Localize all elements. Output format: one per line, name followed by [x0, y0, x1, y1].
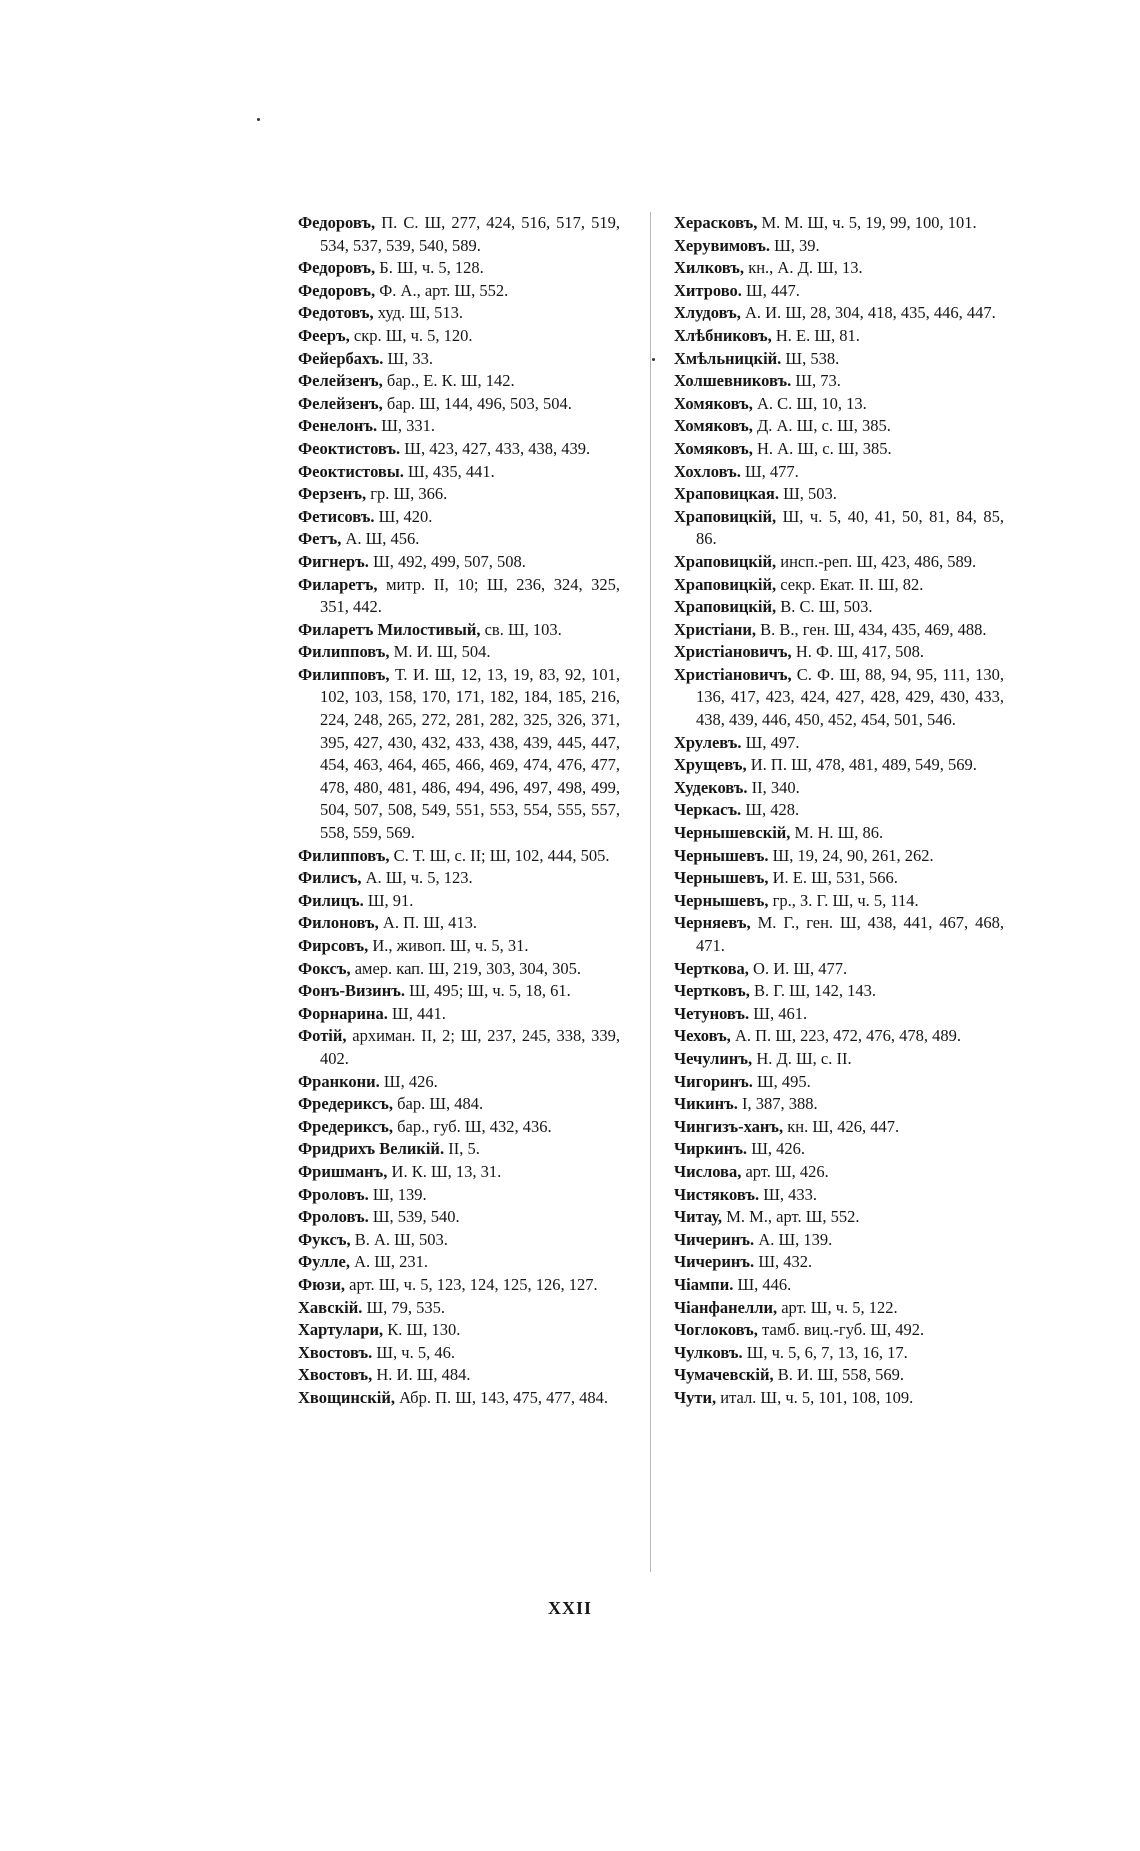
index-entry [674, 483, 1004, 506]
entry-references: Ш, 420. [378, 506, 433, 526]
entry-references: бар., Е. К. Ш, 142. [386, 371, 515, 391]
entry-heading: Храповицкая. [674, 484, 779, 504]
entry-references: М. М., арт. Ш, 552. [726, 1207, 860, 1227]
entry-references: А. Ш, 231. [354, 1252, 429, 1272]
index-entry [674, 1319, 1004, 1342]
entry-heading: Холшевниковъ. [674, 371, 792, 391]
index-entry [674, 1297, 1004, 1320]
entry-heading: Хомяковъ, [674, 438, 753, 458]
index-entry [674, 980, 1004, 1003]
entry-references: арт. Ш, 426. [745, 1161, 829, 1181]
index-entry [674, 235, 1004, 258]
entry-references: А. Ш, ч. 5, 123. [365, 868, 473, 888]
entry-heading: Чертковъ, [674, 981, 750, 1001]
entry-heading: Чеховъ, [674, 1026, 731, 1046]
index-entry [298, 619, 620, 642]
entry-heading: Христіановичъ, [674, 664, 792, 684]
entry-references: амер. кап. Ш, 219, 303, 304, 305. [354, 958, 582, 978]
index-entry [298, 1387, 620, 1410]
entry-references: Ф. А., арт. Ш, 552. [379, 280, 509, 300]
entry-heading: Чечулинъ, [674, 1048, 753, 1068]
entry-references: А. И. Ш, 28, 304, 418, 435, 446, 447. [744, 303, 996, 323]
index-entry [298, 867, 620, 890]
index-entry [298, 1206, 620, 1229]
entry-heading: Хвостовъ. [298, 1342, 373, 1362]
entry-heading: Хмѣльницкій. [674, 348, 782, 368]
entry-references: А. П. Ш, 223, 472, 476, 478, 489. [734, 1026, 962, 1046]
entry-references: Ш, 79, 535. [366, 1297, 445, 1317]
index-entry [298, 461, 620, 484]
entry-heading: Филипповъ, [298, 664, 390, 684]
entry-references: И. Е. Ш, 531, 566. [772, 868, 898, 888]
index-entry [674, 1387, 1004, 1410]
entry-heading: Хомяковъ, [674, 416, 753, 436]
entry-references: I, 387, 388. [742, 1094, 818, 1114]
index-entry [674, 1048, 1004, 1071]
index-entry [674, 1025, 1004, 1048]
index-entry [298, 551, 620, 574]
index-entry [674, 1206, 1004, 1229]
index-entry [298, 912, 620, 935]
index-entry [298, 958, 620, 981]
entry-heading: Филицъ. [298, 890, 364, 910]
entry-heading: Феоктистовы. [298, 461, 404, 481]
entry-heading: Чиркинъ. [674, 1139, 748, 1159]
index-entry [298, 280, 620, 303]
entry-references: секр. Екат. II. Ш, 82. [780, 574, 924, 594]
entry-references: В. И. Ш, 558, 569. [777, 1365, 904, 1385]
entry-heading: Фроловъ. [298, 1184, 369, 1204]
entry-heading: Христіановичъ, [674, 642, 792, 662]
entry-references: И. К. Ш, 13, 31. [391, 1161, 502, 1181]
index-entry [674, 212, 1004, 235]
entry-heading: Хрущевъ, [674, 755, 747, 775]
index-entry [674, 732, 1004, 755]
entry-references: гр. Ш, 366. [370, 484, 448, 504]
index-entry [674, 1364, 1004, 1387]
entry-heading: Храповицкій, [674, 574, 777, 594]
index-entry [298, 1161, 620, 1184]
entry-heading: Фроловъ. [298, 1207, 369, 1227]
entry-references: А. С. Ш, 10, 13. [757, 393, 867, 413]
entry-heading: Хартулари, [298, 1320, 384, 1340]
entry-heading: Храповицкій, [674, 506, 777, 526]
entry-heading: Филаретъ, [298, 574, 378, 594]
entry-references: Ш, 139. [372, 1184, 427, 1204]
entry-heading: Фредериксъ, [298, 1094, 393, 1114]
entry-references: Ш, 428. [745, 800, 800, 820]
entry-heading: Чіанфанелли, [674, 1297, 778, 1317]
entry-references: Ш, ч. 5, 6, 7, 13, 16, 17. [746, 1342, 908, 1362]
index-entry [674, 867, 1004, 890]
entry-heading: Федоровъ, [298, 213, 376, 232]
entry-heading: Чернышевъ. [674, 845, 769, 865]
entry-references: В. С. Ш, 503. [780, 597, 873, 617]
entry-heading: Чоглоковъ, [674, 1320, 758, 1340]
entry-references: М. Г., ген. Ш, 438, 441, 467, 468, 471. [696, 913, 1005, 955]
entry-references: Ш, 441. [392, 1003, 446, 1023]
entry-heading: Фирсовъ, [298, 936, 369, 955]
index-entry [674, 664, 1004, 732]
entry-references: бар. Ш, 484. [397, 1094, 484, 1114]
entry-heading: Херасковъ, [674, 213, 758, 232]
entry-references: Ш, 33. [387, 348, 434, 368]
index-entry [298, 348, 620, 371]
entry-references: инсп.-реп. Ш, 423, 486, 589. [780, 551, 977, 571]
index-entry [674, 551, 1004, 574]
entry-heading: Числова, [674, 1161, 742, 1181]
entry-heading: Фюзи, [298, 1274, 346, 1294]
entry-references: Н. И. Ш, 484. [376, 1365, 471, 1385]
entry-heading: Филипповъ, [298, 642, 390, 662]
index-entry [298, 1003, 620, 1026]
index-entry [674, 257, 1004, 280]
entry-references: М. М. Ш, ч. 5, 19, 99, 100, 101. [761, 213, 977, 232]
index-entry [298, 1116, 620, 1139]
index-entry [674, 890, 1004, 913]
entry-heading: Черткова, [674, 958, 749, 978]
entry-references: А. Ш, 456. [345, 529, 420, 549]
index-entry [298, 935, 620, 958]
entry-heading: Чингизъ-ханъ, [674, 1116, 784, 1136]
entry-references: П. С. Ш, 277, 424, 516, 517, 519, 534, 537, 539, 540, 589. [320, 213, 620, 255]
index-entry [674, 1116, 1004, 1139]
index-entry [298, 212, 620, 257]
entry-references: Ш, 446. [737, 1274, 792, 1294]
entry-heading: Хомяковъ, [674, 393, 753, 413]
entry-heading: Хрулевъ. [674, 732, 742, 752]
entry-heading: Ферзенъ, [298, 484, 367, 504]
entry-references: Ш, 538. [785, 348, 840, 368]
entry-heading: Чистяковъ. [674, 1184, 760, 1204]
entry-heading: Фулле, [298, 1252, 350, 1272]
entry-references: Н. А. Ш, с. Ш, 385. [757, 438, 892, 458]
index-entry [298, 325, 620, 348]
entry-heading: Фееръ, [298, 325, 350, 345]
entry-references: Ш, 497. [745, 732, 800, 752]
entry-references: Ш, 447. [746, 280, 800, 300]
index-entry [298, 1319, 620, 1342]
index-entry [674, 822, 1004, 845]
entry-references: С. Т. Ш, с. II; Ш, 102, 444, 505. [393, 845, 610, 865]
index-entry [674, 1093, 1004, 1116]
index-entry [298, 1025, 620, 1070]
index-entry [674, 799, 1004, 822]
entry-references: Ш, 435, 441. [407, 461, 495, 481]
entry-references: Ш, 492, 499, 507, 508. [373, 551, 526, 571]
entry-references: Б. Ш, ч. 5, 128. [379, 258, 484, 278]
index-entry [298, 574, 620, 619]
entry-references: архиман. II, 2; Ш, 237, 245, 338, 339, 402. [320, 1026, 620, 1068]
index-entry [674, 1342, 1004, 1365]
index-entry [674, 370, 1004, 393]
entry-references: Н. Д. Ш, с. II. [756, 1048, 852, 1068]
entry-heading: Фредериксъ, [298, 1116, 393, 1136]
entry-references: арт. Ш, ч. 5, 122. [781, 1297, 898, 1317]
index-entry [674, 506, 1004, 551]
index-entry [298, 1138, 620, 1161]
entry-references: Ш, 461. [753, 1003, 808, 1023]
entry-heading: Чигоринъ. [674, 1071, 753, 1091]
index-entry [298, 641, 620, 664]
entry-heading: Хавскій. [298, 1297, 363, 1317]
index-entry [674, 574, 1004, 597]
index-entry [674, 325, 1004, 348]
entry-heading: Хилковъ, [674, 258, 745, 278]
index-entry [298, 438, 620, 461]
entry-heading: Фришманъ, [298, 1161, 388, 1181]
entry-references: Ш, 73. [795, 371, 841, 391]
index-entry [298, 1251, 620, 1274]
entry-heading: Фуксъ, [298, 1229, 351, 1249]
index-column-right [674, 212, 1004, 1409]
index-entry [298, 370, 620, 393]
index-entry [298, 415, 620, 438]
index-entry [674, 1274, 1004, 1297]
entry-references: Ш, 331. [381, 416, 435, 436]
index-entry [298, 845, 620, 868]
entry-references: Ш, 477. [744, 461, 799, 481]
index-entry [298, 302, 620, 325]
entry-heading: Фетисовъ. [298, 506, 375, 526]
index-entry [298, 1342, 620, 1365]
index-entry [674, 619, 1004, 642]
entry-references: Ш, 495; Ш, ч. 5, 18, 61. [409, 981, 571, 1001]
entry-heading: Хлудовъ, [674, 303, 741, 323]
entry-heading: Чути, [674, 1387, 717, 1407]
entry-heading: Филисъ, [298, 868, 362, 888]
entry-heading: Фейербахъ. [298, 348, 384, 368]
entry-references: II, 340. [751, 777, 800, 797]
entry-references: С. Ф. Ш, 88, 94, 95, 111, 130, 136, 417, 423, 424, 427, 428, 429, 430, 433, 438, 439, 446, 450, 452, 454, 501, 546. [696, 664, 1004, 730]
entry-references: Ш, 433. [763, 1184, 818, 1204]
index-entry [298, 257, 620, 280]
entry-heading: Черкасъ. [674, 800, 742, 820]
entry-heading: Христіани, [674, 619, 757, 639]
entry-references: Ш, 495. [757, 1071, 811, 1091]
index-entry [674, 1071, 1004, 1094]
entry-references: бар., губ. Ш, 432, 436. [397, 1116, 552, 1136]
entry-references: М. Н. Ш, 86. [794, 823, 884, 843]
column-divider [650, 212, 651, 1572]
entry-heading: Чичеринъ. [674, 1229, 755, 1249]
entry-heading: Федоровъ, [298, 280, 376, 300]
entry-heading: Федоровъ, [298, 258, 376, 278]
entry-references: И. П. Ш, 478, 481, 489, 549, 569. [750, 755, 977, 775]
entry-heading: Франкони. [298, 1071, 380, 1091]
entry-references: кн. Ш, 426, 447. [787, 1116, 900, 1136]
entry-references: И., живоп. Ш, ч. 5, 31. [372, 936, 529, 955]
entry-references: Н. Е. Ш, 81. [775, 325, 860, 345]
index-entry [298, 1274, 620, 1297]
index-entry [674, 438, 1004, 461]
entry-references: арт. Ш, ч. 5, 123, 124, 125, 126, 127. [349, 1274, 598, 1294]
index-entry [674, 641, 1004, 664]
entry-references: О. И. Ш, 477. [753, 958, 848, 978]
entry-heading: Чернышевъ, [674, 890, 769, 910]
entry-references: Ш, 539, 540. [372, 1207, 460, 1227]
index-entry [298, 1229, 620, 1252]
index-entry [298, 1093, 620, 1116]
index-entry [298, 1184, 620, 1207]
entry-references: К. Ш, 130. [387, 1320, 461, 1340]
index-entry [674, 1003, 1004, 1026]
entry-heading: Чичеринъ. [674, 1252, 755, 1272]
entry-references: худ. Ш, 513. [377, 303, 464, 323]
entry-heading: Филоновъ, [298, 913, 379, 933]
entry-heading: Фонъ-Визинъ. [298, 981, 405, 1001]
entry-heading: Фелейзенъ, [298, 371, 383, 391]
entry-references: Ш, 426. [383, 1071, 438, 1091]
entry-references: Ш, 39. [774, 235, 820, 255]
index-entry [298, 506, 620, 529]
entry-heading: Четуновъ. [674, 1003, 750, 1023]
entry-references: св. Ш, 103. [484, 619, 562, 639]
entry-references: Абр. П. Ш, 143, 475, 477, 484. [399, 1387, 609, 1407]
entry-heading: Храповицкій, [674, 597, 777, 617]
entry-heading: Худековъ. [674, 777, 748, 797]
entry-heading: Хитрово. [674, 280, 742, 300]
entry-heading: Фигнеръ. [298, 551, 369, 571]
entry-heading: Фоксъ, [298, 958, 351, 978]
entry-heading: Федотовъ, [298, 303, 374, 323]
index-entry [674, 1229, 1004, 1252]
entry-references: Ш, ч. 5, 40, 41, 50, 81, 84, 85, 86. [696, 506, 1005, 549]
index-entry [674, 1184, 1004, 1207]
index-entry [674, 393, 1004, 416]
index-entry [674, 302, 1004, 325]
entry-references: тамб. виц.-губ. Ш, 492. [762, 1320, 925, 1340]
index-entry [298, 483, 620, 506]
index-entry [674, 280, 1004, 303]
index-entry [674, 912, 1004, 957]
entry-heading: Форнарина. [298, 1003, 388, 1023]
entry-references: В. В., ген. Ш, 434, 435, 469, 488. [760, 619, 987, 639]
entry-heading: Фенелонъ. [298, 416, 378, 436]
entry-references: А. Ш, 139. [758, 1229, 833, 1249]
entry-references: Ш, 503. [783, 484, 837, 504]
index-entry [674, 754, 1004, 777]
entry-references: скр. Ш, ч. 5, 120. [353, 325, 473, 345]
index-entry [298, 980, 620, 1003]
entry-references: Д. А. Ш, с. Ш, 385. [757, 416, 891, 436]
entry-heading: Хлѣбниковъ, [674, 325, 772, 345]
entry-references: кн., А. Д. Ш, 13. [748, 258, 863, 278]
entry-references: В. Г. Ш, 142, 143. [754, 981, 876, 1001]
entry-references: бар. Ш, 144, 496, 503, 504. [386, 393, 572, 413]
index-entry [298, 393, 620, 416]
entry-references: Н. Ф. Ш, 417, 508. [795, 642, 925, 662]
entry-heading: Фелейзенъ, [298, 393, 383, 413]
entry-heading: Чикинъ. [674, 1094, 738, 1114]
entry-heading: Фетъ, [298, 529, 342, 549]
print-speck [652, 358, 655, 361]
entry-references: Ш, 91. [367, 890, 414, 910]
entry-heading: Филипповъ, [298, 845, 390, 865]
index-entry [674, 1251, 1004, 1274]
entry-references: М. И. Ш, 504. [393, 642, 491, 662]
index-entry [674, 415, 1004, 438]
index-entry [674, 845, 1004, 868]
entry-heading: Храповицкій, [674, 551, 777, 571]
index-entry [674, 348, 1004, 371]
index-entry [674, 777, 1004, 800]
entry-heading: Хвощинскій, [298, 1387, 395, 1407]
entry-heading: Чіампи. [674, 1274, 734, 1294]
entry-heading: Чумачевскій, [674, 1365, 774, 1385]
entry-references: Ш, 432. [758, 1252, 813, 1272]
entry-heading: Чернышевъ, [674, 868, 769, 888]
entry-references: II, 5. [448, 1139, 480, 1159]
index-entry [674, 1161, 1004, 1184]
print-speck [257, 118, 260, 121]
index-entry [674, 461, 1004, 484]
entry-references: итал. Ш, ч. 5, 101, 108, 109. [720, 1387, 914, 1407]
entry-references: Ш, 423, 427, 433, 438, 439. [404, 438, 591, 458]
index-entry [298, 1297, 620, 1320]
index-entry [298, 1071, 620, 1094]
entry-references: Ш, 19, 24, 90, 261, 262. [772, 845, 934, 865]
index-entry [298, 1364, 620, 1387]
index-entry [298, 890, 620, 913]
index-entry [674, 596, 1004, 619]
entry-heading: Черняевъ, [674, 913, 751, 933]
entry-references: А. П. Ш, 413. [382, 913, 478, 933]
entry-heading: Херувимовъ. [674, 235, 770, 255]
index-column-left [298, 212, 620, 1409]
entry-references: гр., З. Г. Ш, ч. 5, 114. [772, 890, 919, 910]
index-entry [674, 958, 1004, 981]
entry-heading: Феоктистовъ. [298, 438, 401, 458]
page-number: XXII [547, 1598, 592, 1618]
entry-references: Ш, 426. [751, 1139, 805, 1159]
entry-heading: Хвостовъ, [298, 1365, 373, 1385]
entry-references: Т. И. Ш, 12, 13, 19, 83, 92, 101, 102, 103, 158, 170, 171, 182, 184, 185, 216, 224, 248, 265, 272, 281, 282, 325, 326, 371, 395, 427, 430, 432, 433, 438, 439, 445, 447, 454, 463, 464, 465, 466, 469, 474, 476, 477, 478, 480, 481, 486, 494, 496, 497, 498, 499, 504, 507, 508, 549, 551, 553, 554, 555, 557, 558, 559, 569. [320, 664, 620, 843]
entry-references: В. А. Ш, 503. [354, 1229, 448, 1249]
entry-heading: Чернышевскій, [674, 823, 791, 843]
entry-heading: Фотій, [298, 1026, 347, 1046]
entry-heading: Хохловъ. [674, 461, 741, 481]
entry-heading: Фридрихъ Великій. [298, 1139, 445, 1159]
index-entry [674, 1138, 1004, 1161]
entry-references: митр. II, 10; Ш, 236, 324, 325, 351, 442. [320, 574, 621, 617]
index-entry [298, 528, 620, 551]
index-entry [298, 664, 620, 845]
entry-heading: Читау, [674, 1207, 723, 1227]
entry-heading: Филаретъ Милостивый, [298, 619, 481, 639]
entry-heading: Чулковъ. [674, 1342, 743, 1362]
entry-references: Ш, ч. 5, 46. [376, 1342, 455, 1362]
